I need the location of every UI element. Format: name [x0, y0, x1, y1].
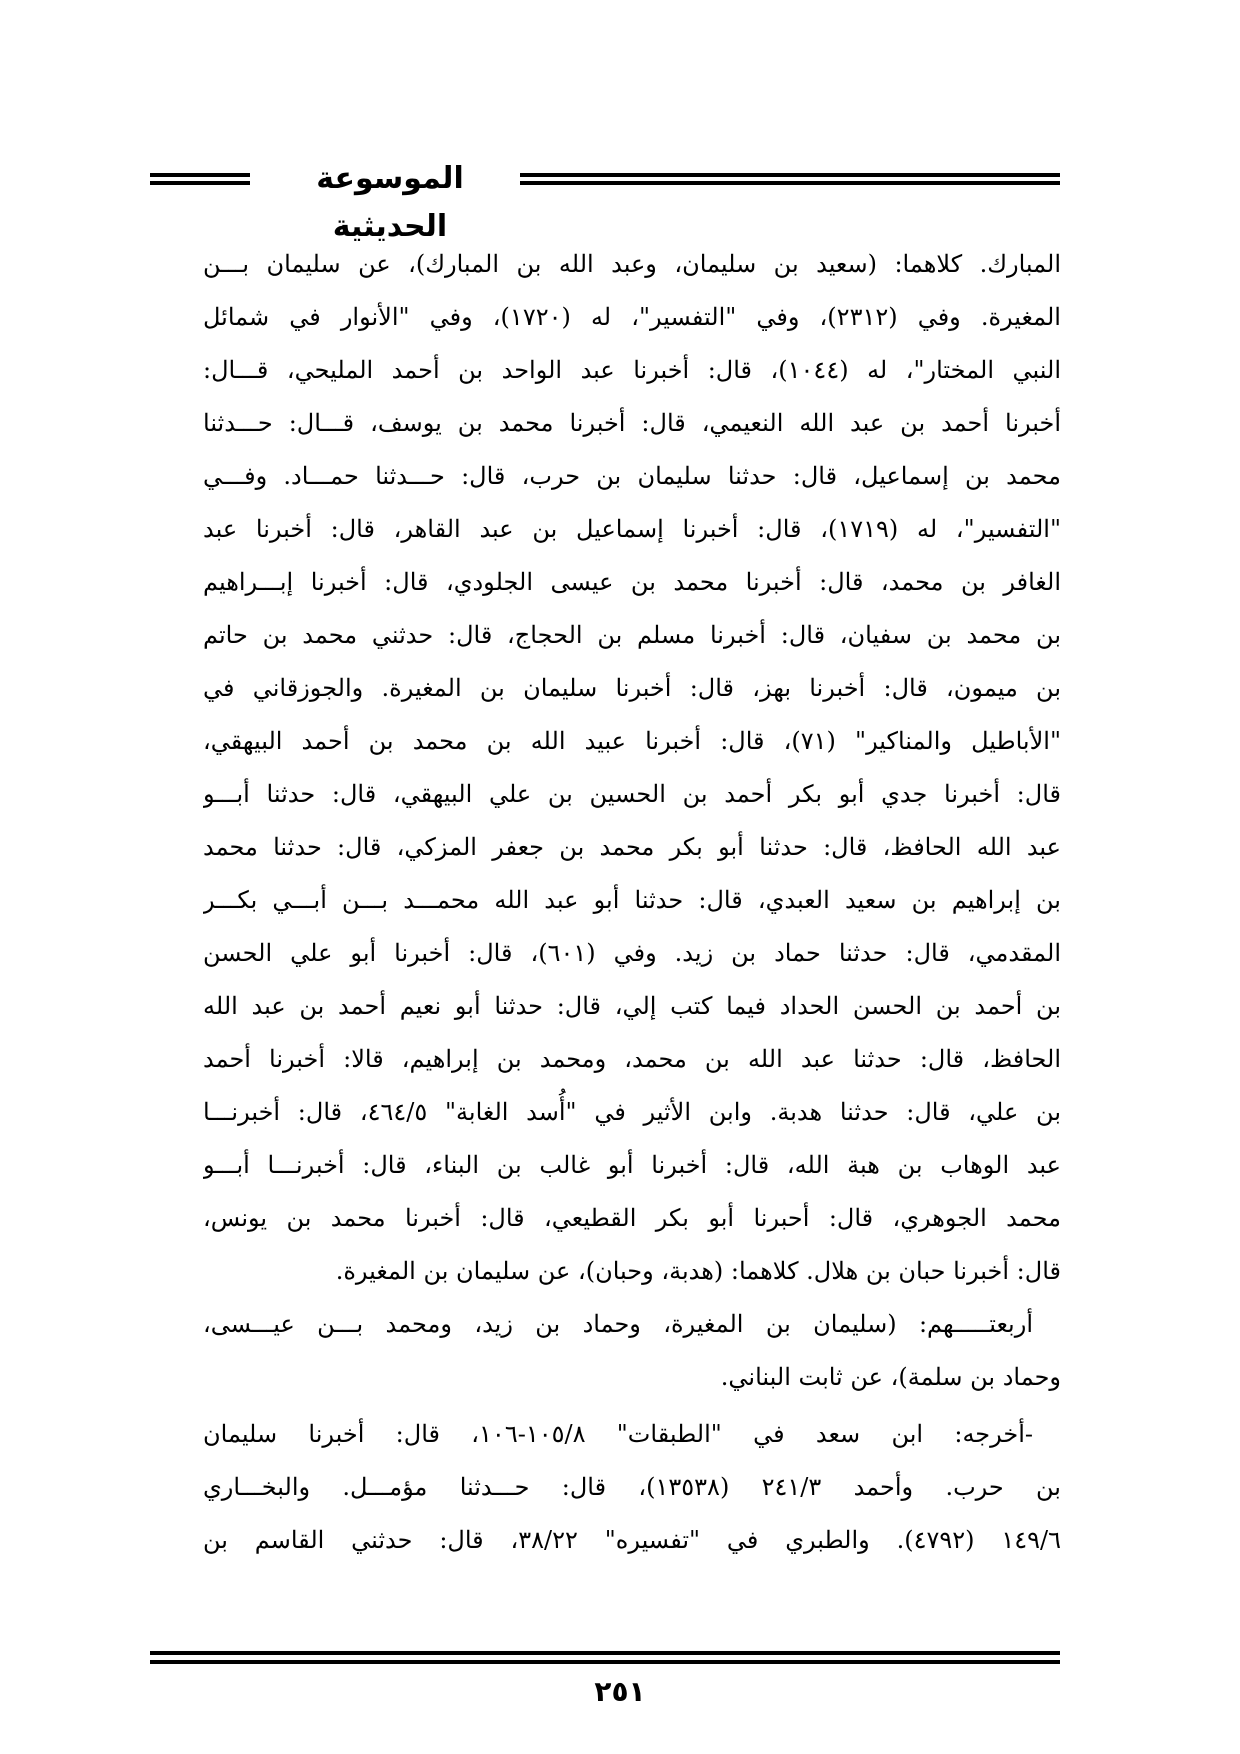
text-line: "الأباطيل والمناكير" (٧١)، قال: أخبرنا عبيد الله بن محمد بن أحمد البيهقي، [203, 727, 1061, 755]
text-line: قال: أخبرنا جدي أبو بكر أحمد بن الحسين بن علي البيهقي، قال: حدثنا أبـــو [203, 780, 1061, 808]
text-line: عبد الوهاب بن هبة الله، قال: أخبرنا أبو غالب بن البناء، قال: أخبرنـــا أبـــو [203, 1151, 1061, 1179]
text-line: المقدمي، قال: حدثنا حماد بن زيد. وفي (٦٠١)، قال: أخبرنا أبو علي الحسن [203, 939, 1061, 967]
text-line: ١٤٩/٦ (٤٧٩٢). والطبري في "تفسيره" ٣٨/٢٢، قال: حدثني القاسم بن [203, 1526, 1061, 1554]
paragraph [203, 238, 1061, 1298]
text-line: محمد الجوهري، قال: أحبرنا أبو بكر القطيعي، قال: أخبرنا محمد بن يونس، [203, 1204, 1061, 1232]
header-rule-left-bottom [150, 181, 250, 185]
book-title: الموسوعة الحديثية [316, 161, 464, 244]
text-line: محمد بن إسماعيل، قال: حدثنا سليمان بن حرب، قال: حـــدثنا حمـــاد. وفـــي [203, 462, 1061, 490]
page-number: ٢٥١ [594, 1675, 646, 1708]
text-line: -أخرجه: ابن سعد في "الطبقات" ١٠٥/٨-١٠٦، قال: أخبرنا سليمان [203, 1420, 1034, 1448]
text-line: بن إبراهيم بن سعيد العبدي، قال: حدثنا أبو عبد الله محمـــد بـــن أبـــي بكـــر [203, 886, 1061, 914]
text-line: بن ميمون، قال: أخبرنا بهز، قال: أخبرنا سليمان بن المغيرة. والجوزقاني في [203, 674, 1061, 702]
text-line: الحافظ، قال: حدثنا عبد الله بن محمد، ومحمد بن إبراهيم، قالا: أخبرنا أحمد [203, 1045, 1061, 1073]
text-line: المغيرة. وفي (٢٣١٢)، وفي "التفسير"، له (١٧٢٠)، وفي "الأنوار في شمائل [203, 303, 1061, 331]
text-line: قال: أخبرنا حبان بن هلال. كلاهما: (هدبة، وحبان)، عن سليمان بن المغيرة. [335, 1257, 1061, 1285]
header-rule-left-top [150, 173, 250, 177]
header-rule-right-top [520, 173, 1060, 177]
text-line: "التفسير"، له (١٧١٩)، قال: أخبرنا إسماعيل بن عبد القاهر، قال: أخبرنا عبد [203, 515, 1061, 543]
text-line: الغافر بن محمد، قال: أخبرنا محمد بن عيسى الجلودي، قال: أخبرنا إبـــراهيم [203, 568, 1061, 596]
text-line: النبي المختار"، له (١٠٤٤)، قال: أخبرنا عبد الواحد بن أحمد المليحي، قـــال: [203, 356, 1061, 384]
footer-rule-bottom [150, 1660, 1060, 1664]
header-rule-right-bottom [520, 181, 1060, 185]
paragraph [203, 1408, 1061, 1567]
text-line: أربعتـــــهم: (سليمان بن المغيرة، وحماد بن زيد، ومحمد بـــن عيـــسى، [203, 1310, 1033, 1338]
text-line: وحماد بن سلمة)، عن ثابت البناني. [720, 1363, 1061, 1391]
text-line: بن علي، قال: حدثنا هدبة. وابن الأثير في "أُسد الغابة" ٤٦٤/٥، قال: أخبرنـــا [203, 1098, 1061, 1126]
text-line: بن حرب. وأحمد ٢٤١/٣ (١٣٥٣٨)، قال: حـــدثنا مؤمـــل. والبخـــاري [203, 1473, 1061, 1501]
body-text [203, 238, 1061, 1567]
text-line: عبد الله الحافظ، قال: حدثنا أبو بكر محمد بن جعفر المزكي، قال: حدثنا محمد [203, 833, 1061, 861]
text-line: بن محمد بن سفيان، قال: أخبرنا مسلم بن الحجاج، قال: حدثني محمد بن حاتم [203, 621, 1061, 649]
footer-rule-top [150, 1651, 1060, 1655]
running-header [150, 155, 1060, 244]
paragraph [203, 1298, 1061, 1404]
text-line: أخبرنا أحمد بن عبد الله النعيمي، قال: أخبرنا محمد بن يوسف، قـــال: حـــدثنا [203, 409, 1061, 437]
text-line: المبارك. كلاهما: (سعيد بن سليمان، وعبد الله بن المبارك)، عن سليمان بـــن [203, 250, 1061, 278]
text-line: بن أحمد بن الحسن الحداد فيما كتب إلي، قال: حدثنا أبو نعيم أحمد بن عبد الله [203, 992, 1061, 1020]
